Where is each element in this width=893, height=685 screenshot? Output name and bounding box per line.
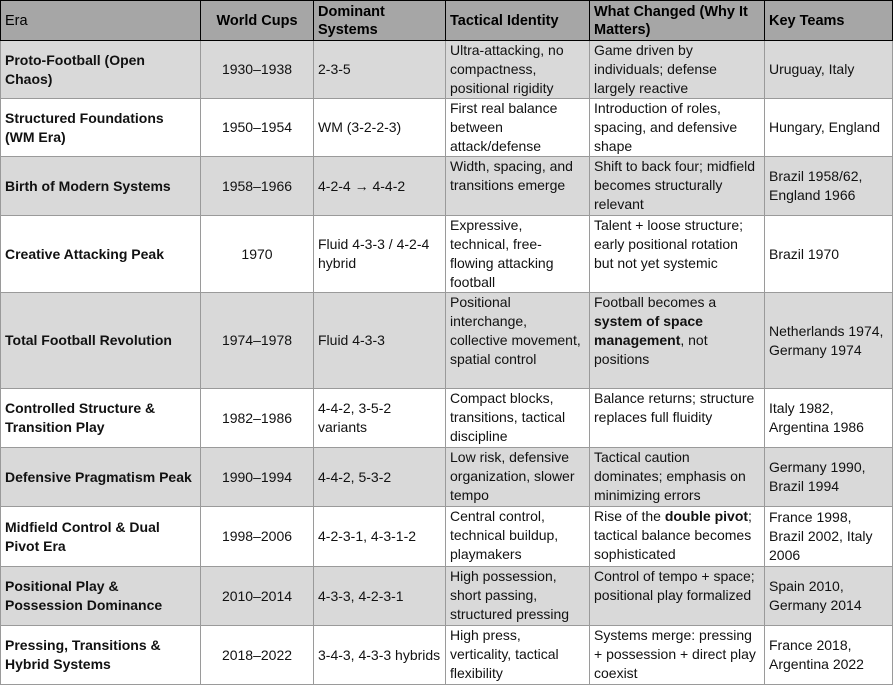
key-teams-cell: Spain 2010, Germany 2014 [765, 567, 893, 626]
key-teams-cell: Hungary, England [765, 99, 893, 157]
key-teams-cell: Italy 1982, Argentina 1986 [765, 389, 893, 448]
tactical-identity-cell: Width, spacing, and transitions emerge [446, 157, 590, 216]
era-cell: Birth of Modern Systems [1, 157, 201, 216]
world-cups-cell: 1970 [201, 216, 314, 293]
key-teams-cell: Brazil 1958/62, England 1966 [765, 157, 893, 216]
key-teams-cell: Germany 1990, Brazil 1994 [765, 448, 893, 507]
era-cell: Structured Foundations (WM Era) [1, 99, 201, 157]
era-cell: Controlled Structure & Transition Play [1, 389, 201, 448]
world-cups-cell: 1950–1954 [201, 99, 314, 157]
systems-cell: WM (3-2-2-3) [314, 99, 446, 157]
what-changed-text: Systems merge: pressing + possession + direct play coexist [594, 627, 756, 681]
systems-cell: 2-3-5 [314, 41, 446, 99]
table-row [1, 216, 893, 293]
key-teams-cell: France 2018, Argentina 2022 [765, 626, 893, 685]
header-what-changed: What Changed (Why It Matters) [590, 1, 765, 41]
what-changed-cell [590, 216, 765, 293]
world-cups-cell: 2010–2014 [201, 567, 314, 626]
tactical-identity-cell: High possession, short passing, structured pressing [446, 567, 590, 626]
systems-cell: 4-4-2, 5-3-2 [314, 448, 446, 507]
what-changed-text: Control of tempo + space; positional play formalized [594, 568, 755, 603]
table-row [1, 626, 893, 685]
what-changed-cell [590, 389, 765, 448]
world-cups-cell: 1982–1986 [201, 389, 314, 448]
systems-cell: Fluid 4-3-3 [314, 293, 446, 389]
world-cups-cell: 1974–1978 [201, 293, 314, 389]
era-cell: Creative Attacking Peak [1, 216, 201, 293]
world-cups-cell: 1930–1938 [201, 41, 314, 99]
tactical-identity-cell: Central control, technical buildup, playmakers [446, 507, 590, 567]
what-changed-cell [590, 567, 765, 626]
what-changed-text: Game driven by individuals; defense largely reactive [594, 42, 717, 96]
what-changed-cell [590, 507, 765, 567]
what-changed-cell [590, 626, 765, 685]
table-row [1, 567, 893, 626]
what-changed-cell [590, 99, 765, 157]
systems-cell: Fluid 4-3-3 / 4-2-4 hybrid [314, 216, 446, 293]
what-changed-cell [590, 41, 765, 99]
what-changed-cell [590, 157, 765, 216]
world-cups-cell: 1998–2006 [201, 507, 314, 567]
tactical-identity-cell: Expressive, technical, free-flowing attacking football [446, 216, 590, 293]
header-tactical-identity: Tactical Identity [446, 1, 590, 41]
world-cups-cell: 1990–1994 [201, 448, 314, 507]
what-changed-text: Balance returns; structure replaces full fluidity [594, 390, 755, 425]
systems-cell: 4-2-3-1, 4-3-1-2 [314, 507, 446, 567]
table-row [1, 41, 893, 99]
what-changed-text: ; tactical balance becomes sophisticated [594, 508, 752, 562]
key-teams-cell: Brazil 1970 [765, 216, 893, 293]
era-cell: Defensive Pragmatism Peak [1, 448, 201, 507]
what-changed-text: Rise of the [594, 508, 665, 524]
tactical-identity-cell: Positional interchange, collective movement, spatial control [446, 293, 590, 389]
tactical-identity-cell: Ultra-attacking, no compactness, positional rigidity [446, 41, 590, 99]
what-changed-text: Football becomes a [594, 294, 717, 310]
what-changed-emphasis: double pivot [664, 508, 749, 524]
what-changed-emphasis: system of space management [594, 313, 703, 348]
what-changed-cell [590, 293, 765, 389]
table-row [1, 293, 893, 389]
systems-cell: 4-2-4 → 4-4-2 [314, 157, 446, 216]
table-row [1, 389, 893, 448]
world-cups-cell: 1958–1966 [201, 157, 314, 216]
tactical-identity-cell: First real balance between attack/defense [446, 99, 590, 157]
tactical-identity-cell: High press, verticality, tactical flexibility [446, 626, 590, 685]
table-row [1, 99, 893, 157]
tactical-identity-cell: Compact blocks, transitions, tactical discipline [446, 389, 590, 448]
what-changed-text: Talent + loose structure; early positional rotation but not yet systemic [594, 217, 744, 271]
world-cups-cell: 2018–2022 [201, 626, 314, 685]
header-key-teams: Key Teams [765, 1, 893, 41]
header-dominant-systems: Dominant Systems [314, 1, 446, 41]
what-changed-text: Tactical caution dominates; emphasis on minimizing errors [594, 449, 746, 503]
era-cell: Midfield Control & Dual Pivot Era [1, 507, 201, 567]
era-cell: Positional Play & Possession Dominance [1, 567, 201, 626]
header-world-cups: World Cups [201, 1, 314, 41]
systems-cell: 3-4-3, 4-3-3 hybrids [314, 626, 446, 685]
header-row [1, 1, 893, 41]
era-cell: Total Football Revolution [1, 293, 201, 389]
what-changed-cell [590, 448, 765, 507]
what-changed-text: Introduction of roles, spacing, and defensive shape [594, 100, 738, 154]
header-era: Era [1, 1, 201, 41]
era-cell: Proto-Football (Open Chaos) [1, 41, 201, 99]
key-teams-cell: Uruguay, Italy [765, 41, 893, 99]
tactical-identity-cell: Low risk, defensive organization, slower tempo [446, 448, 590, 507]
what-changed-text: Shift to back four; midfield becomes structurally relevant [594, 158, 756, 212]
era-cell: Pressing, Transitions & Hybrid Systems [1, 626, 201, 685]
what-changed-text: , not positions [594, 332, 708, 367]
key-teams-cell: France 1998, Brazil 2002, Italy 2006 [765, 507, 893, 567]
systems-cell: 4-3-3, 4-2-3-1 [314, 567, 446, 626]
table-row [1, 507, 893, 567]
systems-cell: 4-4-2, 3-5-2 variants [314, 389, 446, 448]
key-teams-cell: Netherlands 1974, Germany 1974 [765, 293, 893, 389]
table-row [1, 157, 893, 216]
table-row [1, 448, 893, 507]
